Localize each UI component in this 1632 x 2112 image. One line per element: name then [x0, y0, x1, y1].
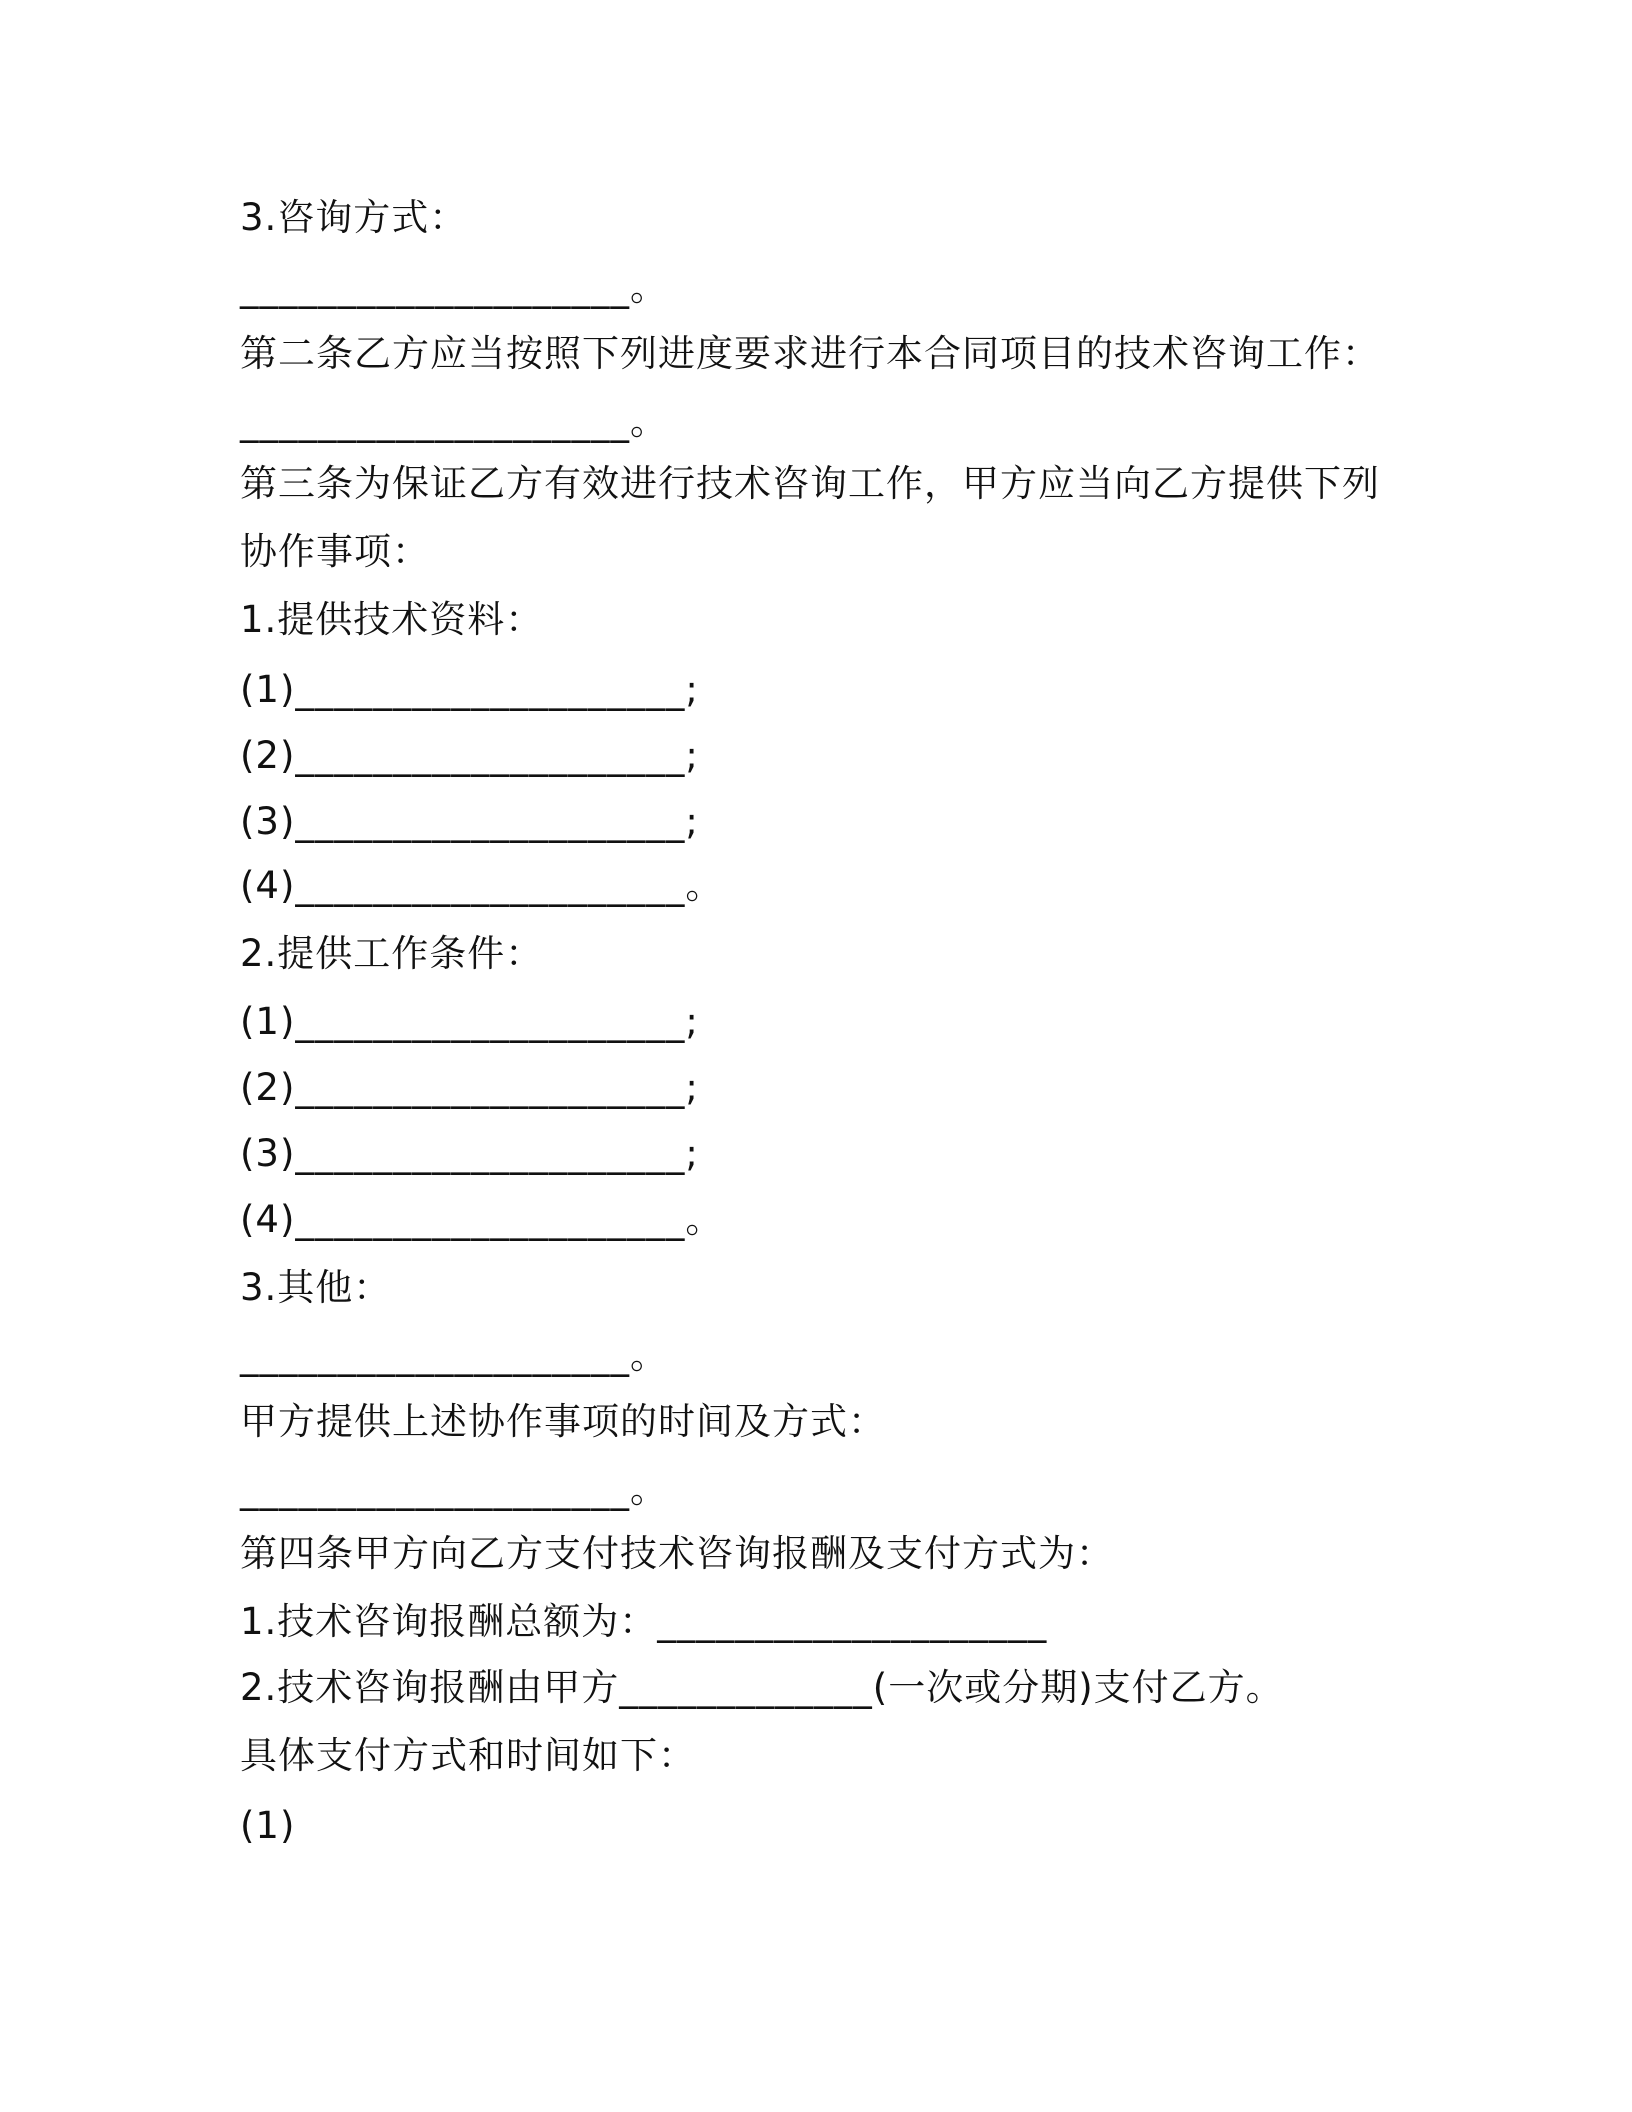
tech-materials-item-4: (4)____________________。	[240, 864, 724, 907]
tech-materials-item-3: (3)____________________;	[240, 800, 699, 843]
cooperation-time-method: 甲方提供上述协作事项的时间及方式：	[240, 1400, 886, 1443]
article-three-line-1: 第三条为保证乙方有效进行技术咨询工作，甲方应当向乙方提供下列	[240, 462, 1380, 505]
article-two-blank: ____________________。	[240, 400, 668, 443]
work-conditions-item-2: (2)____________________;	[240, 1066, 699, 1109]
tech-materials-heading: 1.提供技术资料：	[240, 598, 544, 641]
payment-details-heading: 具体支付方式和时间如下：	[240, 1734, 696, 1777]
tech-materials-item-2: (2)____________________;	[240, 734, 699, 777]
consult-method-blank: ____________________。	[240, 266, 668, 309]
fee-payment-line: 2.技术咨询报酬由甲方_____________(一次或分期)支付乙方。	[240, 1666, 1284, 1709]
work-conditions-item-1: (1)____________________;	[240, 1000, 699, 1043]
payment-item-1: (1)	[240, 1804, 296, 1847]
work-conditions-item-3: (3)____________________;	[240, 1132, 699, 1175]
cooperation-time-method-blank: ____________________。	[240, 1468, 668, 1511]
consult-method-heading: 3.咨询方式：	[240, 196, 468, 239]
tech-materials-item-1: (1)____________________;	[240, 668, 699, 711]
other-blank: ____________________。	[240, 1334, 668, 1377]
work-conditions-heading: 2.提供工作条件：	[240, 932, 544, 975]
article-three-line-2: 协作事项：	[240, 530, 430, 573]
article-two: 第二条乙方应当按照下列进度要求进行本合同项目的技术咨询工作：	[240, 332, 1380, 375]
other-heading: 3.其他：	[240, 1266, 392, 1309]
article-four: 第四条甲方向乙方支付技术咨询报酬及支付方式为：	[240, 1532, 1114, 1575]
total-fee-line: 1.技术咨询报酬总额为：____________________	[240, 1600, 1048, 1643]
work-conditions-item-4: (4)____________________。	[240, 1198, 724, 1241]
